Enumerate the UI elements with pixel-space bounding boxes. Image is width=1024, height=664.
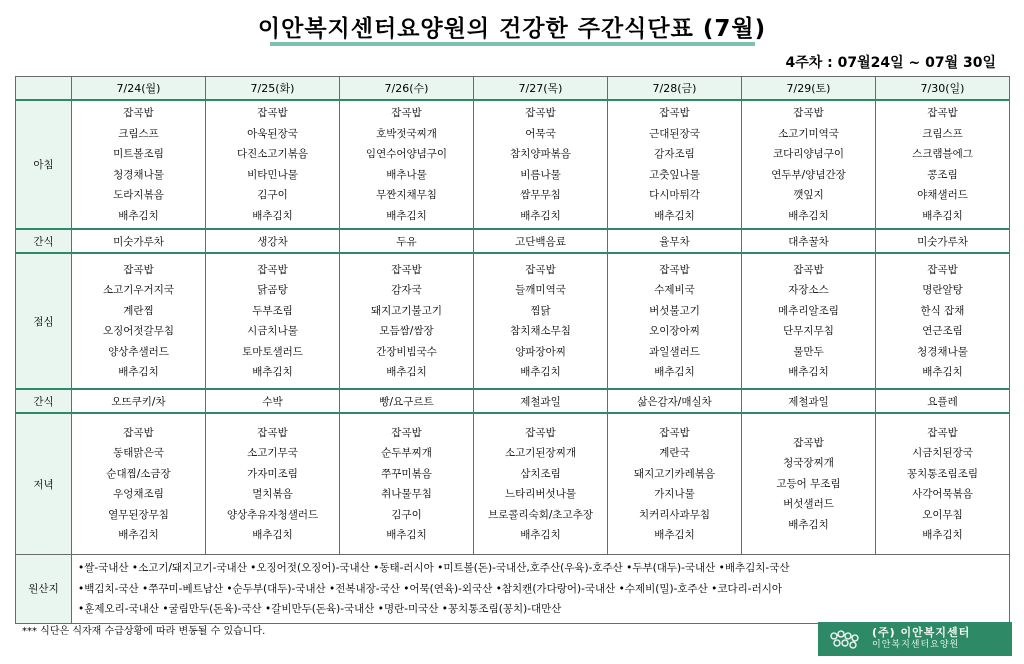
day-header: 7/28(금) xyxy=(608,77,742,101)
menu-item: 가지나물 xyxy=(654,488,695,500)
day-header: 7/25(화) xyxy=(206,77,340,101)
menu-item: 잡곡밥 xyxy=(793,263,824,276)
menu-item: 사각어묵볶음 xyxy=(912,488,973,500)
snack-item: 삶은감자/매실차 xyxy=(608,389,742,413)
menu-item: 잡곡밥 xyxy=(793,436,824,449)
menu-item: 삼치조림 xyxy=(520,467,561,480)
day-menu-cell xyxy=(340,100,474,229)
breakfast-row xyxy=(16,100,1010,229)
flower-logo-icon xyxy=(828,628,862,650)
menu-item: 잡곡밥 xyxy=(927,107,958,119)
menu-item: 배추김치 xyxy=(922,529,963,541)
menu-item: 찜닭 xyxy=(530,304,551,317)
day-menu-cell xyxy=(876,413,1010,555)
snack-item: 제철과일 xyxy=(474,389,608,413)
menu-item: 배추김치 xyxy=(788,518,829,531)
menu-item: 브로콜리숙회/초고추장 xyxy=(488,508,593,521)
day-menu-cell xyxy=(340,253,474,389)
menu-item: 메추리알조림 xyxy=(778,304,839,317)
menu-item: 잡곡밥 xyxy=(525,263,556,276)
menu-item: 다시마튀각 xyxy=(649,189,700,201)
snack-item: 수박 xyxy=(206,389,340,413)
day-menu-cell xyxy=(206,100,340,229)
menu-item: 비름나물 xyxy=(520,168,561,181)
menu-item: 김구이 xyxy=(391,508,422,521)
menu-item: 배추김치 xyxy=(922,209,963,222)
menu-item: 코다리양념구이 xyxy=(772,148,844,160)
menu-item: 수제비국 xyxy=(654,284,695,296)
menu-item: 멸치볶음 xyxy=(252,488,293,500)
menu-item: 취나물무침 xyxy=(381,488,432,500)
menu-item: 배추김치 xyxy=(252,366,293,378)
day-menu-cell xyxy=(608,253,742,389)
meal-label: 저녁 xyxy=(16,413,72,555)
menu-item: 크림스프 xyxy=(922,127,963,140)
menu-item: 배추김치 xyxy=(118,209,159,222)
menu-item: 잡곡밥 xyxy=(123,263,154,276)
menu-item: 소고기무국 xyxy=(247,447,298,459)
snack-item: 제철과일 xyxy=(742,389,876,413)
menu-item: 모듬쌈/쌈장 xyxy=(379,325,434,337)
logo-facility: 이안복지센터요양원 xyxy=(872,640,960,650)
menu-item: 소고기우거지국 xyxy=(102,284,174,296)
menu-item: 김구이 xyxy=(257,189,288,201)
menu-item: 열무된장무침 xyxy=(108,508,169,521)
day-header: 7/26(수) xyxy=(340,77,474,101)
menu-item: 깻잎지 xyxy=(793,189,824,201)
day-menu-cell xyxy=(608,413,742,555)
menu-item: 잡곡밥 xyxy=(659,263,690,276)
menu-item: 양상추샐러드 xyxy=(108,345,169,358)
menu-item: 호박젓국찌개 xyxy=(376,127,437,140)
snack-item: 미숫가루차 xyxy=(876,229,1010,253)
meal-label: 간식 xyxy=(16,389,72,413)
menu-item: 청경채나물 xyxy=(917,345,968,358)
menu-item: 오징어젓갈무침 xyxy=(102,325,174,337)
week-range: 4주차 : 07월24일 ~ 07월 30일 xyxy=(785,55,996,71)
menu-item: 참치양파볶음 xyxy=(510,148,571,160)
menu-item: 잡곡밥 xyxy=(525,107,556,119)
menu-table xyxy=(15,76,1010,624)
menu-item: 잡곡밥 xyxy=(257,107,288,119)
meal-label: 간식 xyxy=(16,229,72,253)
menu-item: 도라지볶음 xyxy=(113,189,164,201)
menu-item: 과일샐러드 xyxy=(649,345,700,358)
menu-item: 배추김치 xyxy=(386,529,427,541)
menu-item: 물만두 xyxy=(793,345,824,358)
page-title: 이안복지센터요양원의 건강한 주간식단표 (7월) xyxy=(257,16,767,42)
menu-item: 명란알탕 xyxy=(922,284,963,296)
menu-item: 배추김치 xyxy=(788,209,829,222)
menu-item: 근대된장국 xyxy=(649,127,700,140)
menu-item: 시금치된장국 xyxy=(912,447,973,459)
menu-item: 쌈무무침 xyxy=(520,189,561,201)
menu-item: 두부조림 xyxy=(252,304,293,317)
origin-line: •백김치-국산 •쭈꾸미-베트남산 •순두부(대두)-국내산 •전복내장-국산 •어묵(연육)-외국산 •참치캔(가다랑어)-국내산 •수제비(밀)-호주산 •코다리-러시아 xyxy=(78,582,782,595)
day-menu-cell xyxy=(474,100,608,229)
menu-item: 계란찜 xyxy=(123,304,154,317)
menu-item: 배추김치 xyxy=(654,366,695,378)
menu-item: 청경채나물 xyxy=(113,168,164,181)
menu-item: 배추김치 xyxy=(922,366,963,378)
menu-item: 소고기미역국 xyxy=(778,127,839,140)
origin-info xyxy=(72,555,1010,624)
menu-item: 고등어 무조림 xyxy=(776,477,841,490)
day-menu-cell xyxy=(474,253,608,389)
menu-item: 시금치나물 xyxy=(247,325,298,337)
menu-item: 청국장찌개 xyxy=(783,457,834,470)
footnote: *** 식단은 식자재 수급상황에 따라 변동될 수 있습니다. xyxy=(22,626,266,637)
corner-cell xyxy=(16,77,72,101)
menu-item: 배추김치 xyxy=(520,366,561,378)
day-menu-cell xyxy=(72,100,206,229)
menu-item: 오이무침 xyxy=(922,508,963,521)
menu-item: 배추김치 xyxy=(520,209,561,222)
menu-item: 자장소스 xyxy=(788,284,829,296)
menu-item: 동태맑은국 xyxy=(113,447,164,459)
menu-item: 단무지무침 xyxy=(783,325,834,337)
dinner-row xyxy=(16,413,1010,555)
menu-item: 고춧잎나물 xyxy=(649,168,700,181)
day-menu-cell xyxy=(742,413,876,555)
day-menu-cell xyxy=(876,253,1010,389)
menu-item: 잡곡밥 xyxy=(659,107,690,119)
menu-item: 배추김치 xyxy=(520,529,561,541)
menu-item: 잡곡밥 xyxy=(257,263,288,276)
menu-item: 잡곡밥 xyxy=(123,107,154,119)
snack-item: 율무차 xyxy=(608,229,742,253)
snack-item: 생강차 xyxy=(206,229,340,253)
menu-item: 배추김치 xyxy=(654,209,695,222)
menu-item: 비타민나물 xyxy=(247,168,298,181)
menu-item: 콩조림 xyxy=(927,168,958,181)
lunch-row xyxy=(16,253,1010,389)
meal-label: 점심 xyxy=(16,253,72,389)
snack-item: 대추꿀차 xyxy=(742,229,876,253)
menu-item: 잡곡밥 xyxy=(257,426,288,439)
menu-item: 잡곡밥 xyxy=(391,263,422,276)
menu-item: 배추김치 xyxy=(118,366,159,378)
menu-item: 느타리버섯나물 xyxy=(504,488,576,500)
menu-item: 버섯샐러드 xyxy=(783,498,834,511)
menu-item: 버섯불고기 xyxy=(649,304,700,317)
menu-item: 배추김치 xyxy=(788,366,829,378)
menu-item: 야채샐러드 xyxy=(917,189,968,201)
menu-item: 오이장아찌 xyxy=(649,325,700,337)
snack-row xyxy=(16,389,1010,413)
snack-item: 미숫가루차 xyxy=(72,229,206,253)
menu-item: 돼지고기카레볶음 xyxy=(633,467,716,480)
snack-row xyxy=(16,229,1010,253)
day-header: 7/30(일) xyxy=(876,77,1010,101)
day-menu-cell xyxy=(72,413,206,555)
menu-item: 소고기된장찌개 xyxy=(504,447,576,459)
menu-item: 크림스프 xyxy=(118,127,159,140)
menu-item: 배추나물 xyxy=(386,168,427,181)
day-menu-cell xyxy=(340,413,474,555)
day-header: 7/29(토) xyxy=(742,77,876,101)
snack-item: 고단백음료 xyxy=(474,229,608,253)
origin-line: •훈제오리-국내산 •굴림만두(돈육)-국산 •갈비만두(돈육)-국내산 •명란-미국산 •꽁치통조림(꽁치)-대만산 xyxy=(78,603,562,615)
menu-item: 가자미조림 xyxy=(247,467,298,480)
menu-item: 치커리사과무침 xyxy=(638,508,710,521)
snack-item: 요플레 xyxy=(876,389,1010,413)
menu-item: 잡곡밥 xyxy=(391,107,422,119)
menu-item: 잡곡밥 xyxy=(659,426,690,439)
menu-item: 참치채소무침 xyxy=(510,325,571,337)
menu-item: 감자국 xyxy=(391,284,422,296)
menu-item: 연두부/양념간장 xyxy=(771,168,846,181)
menu-item: 잡곡밥 xyxy=(927,263,958,276)
day-menu-cell xyxy=(608,100,742,229)
menu-item: 연근조림 xyxy=(922,325,963,337)
menu-item: 잡곡밥 xyxy=(391,426,422,439)
menu-item: 배추김치 xyxy=(252,209,293,222)
menu-item: 잡곡밥 xyxy=(793,107,824,119)
menu-item: 돼지고기불고기 xyxy=(370,304,442,317)
menu-item: 아욱된장국 xyxy=(247,127,298,140)
logo xyxy=(818,622,1012,656)
menu-item: 순두부찌개 xyxy=(381,447,432,459)
menu-item: 감자조림 xyxy=(654,148,695,160)
snack-item: 빵/요구르트 xyxy=(340,389,474,413)
menu-item: 양상추유자청샐러드 xyxy=(226,508,319,521)
menu-item: 배추김치 xyxy=(654,529,695,541)
day-header: 7/27(목) xyxy=(474,77,608,101)
origin-line: •쌀-국내산 •소고기/돼지고기-국내산 •오징어젓(오징어)-국내산 •동태-러시아 •미트볼(돈)-국내산,호주산(우육)-호주산 •두부(대두)-국내산 •배추김치-국산 xyxy=(78,562,790,574)
menu-item: 배추김치 xyxy=(118,529,159,541)
meal-label: 아침 xyxy=(16,100,72,229)
header-row xyxy=(16,77,1010,101)
menu-item: 스크램블에그 xyxy=(912,148,973,160)
menu-item: 어묵국 xyxy=(525,127,556,140)
menu-item: 한식 잡채 xyxy=(920,304,965,317)
menu-item: 잡곡밥 xyxy=(927,426,958,439)
menu-item: 무짠지채무침 xyxy=(376,189,437,201)
snack-item: 오뜨쿠키/차 xyxy=(72,389,206,413)
day-menu-cell xyxy=(742,253,876,389)
day-menu-cell xyxy=(72,253,206,389)
title-underline xyxy=(270,42,755,46)
menu-item: 잡곡밥 xyxy=(525,426,556,439)
menu-item: 계란국 xyxy=(659,447,690,459)
day-menu-cell xyxy=(742,100,876,229)
origin-label: 원산지 xyxy=(16,555,72,624)
menu-item: 토마토샐러드 xyxy=(242,345,303,358)
day-menu-cell xyxy=(876,100,1010,229)
menu-item: 임연수어양념구이 xyxy=(365,148,448,160)
day-menu-cell xyxy=(206,413,340,555)
logo-company: (주) 이안복지센터 xyxy=(872,626,971,639)
day-menu-cell xyxy=(206,253,340,389)
menu-item: 배추김치 xyxy=(386,209,427,222)
day-menu-cell xyxy=(474,413,608,555)
origin-row xyxy=(16,555,1010,624)
menu-item: 닭곰탕 xyxy=(257,284,288,296)
menu-item: 잡곡밥 xyxy=(123,426,154,439)
menu-item: 순대찜/소금장 xyxy=(106,467,171,480)
snack-item: 두유 xyxy=(340,229,474,253)
menu-item: 다진소고기볶음 xyxy=(236,148,308,160)
menu-item: 양파장아찌 xyxy=(515,345,566,358)
menu-item: 우엉채조림 xyxy=(113,488,164,500)
menu-item: 들깨미역국 xyxy=(515,284,566,296)
menu-item: 꽁치통조림조림 xyxy=(906,467,978,480)
day-header: 7/24(월) xyxy=(72,77,206,101)
menu-item: 미트볼조림 xyxy=(113,148,164,160)
menu-item: 쭈꾸미볶음 xyxy=(381,467,432,480)
menu-item: 배추김치 xyxy=(386,366,427,378)
menu-item: 배추김치 xyxy=(252,529,293,541)
menu-item: 간장비빔국수 xyxy=(376,345,437,358)
